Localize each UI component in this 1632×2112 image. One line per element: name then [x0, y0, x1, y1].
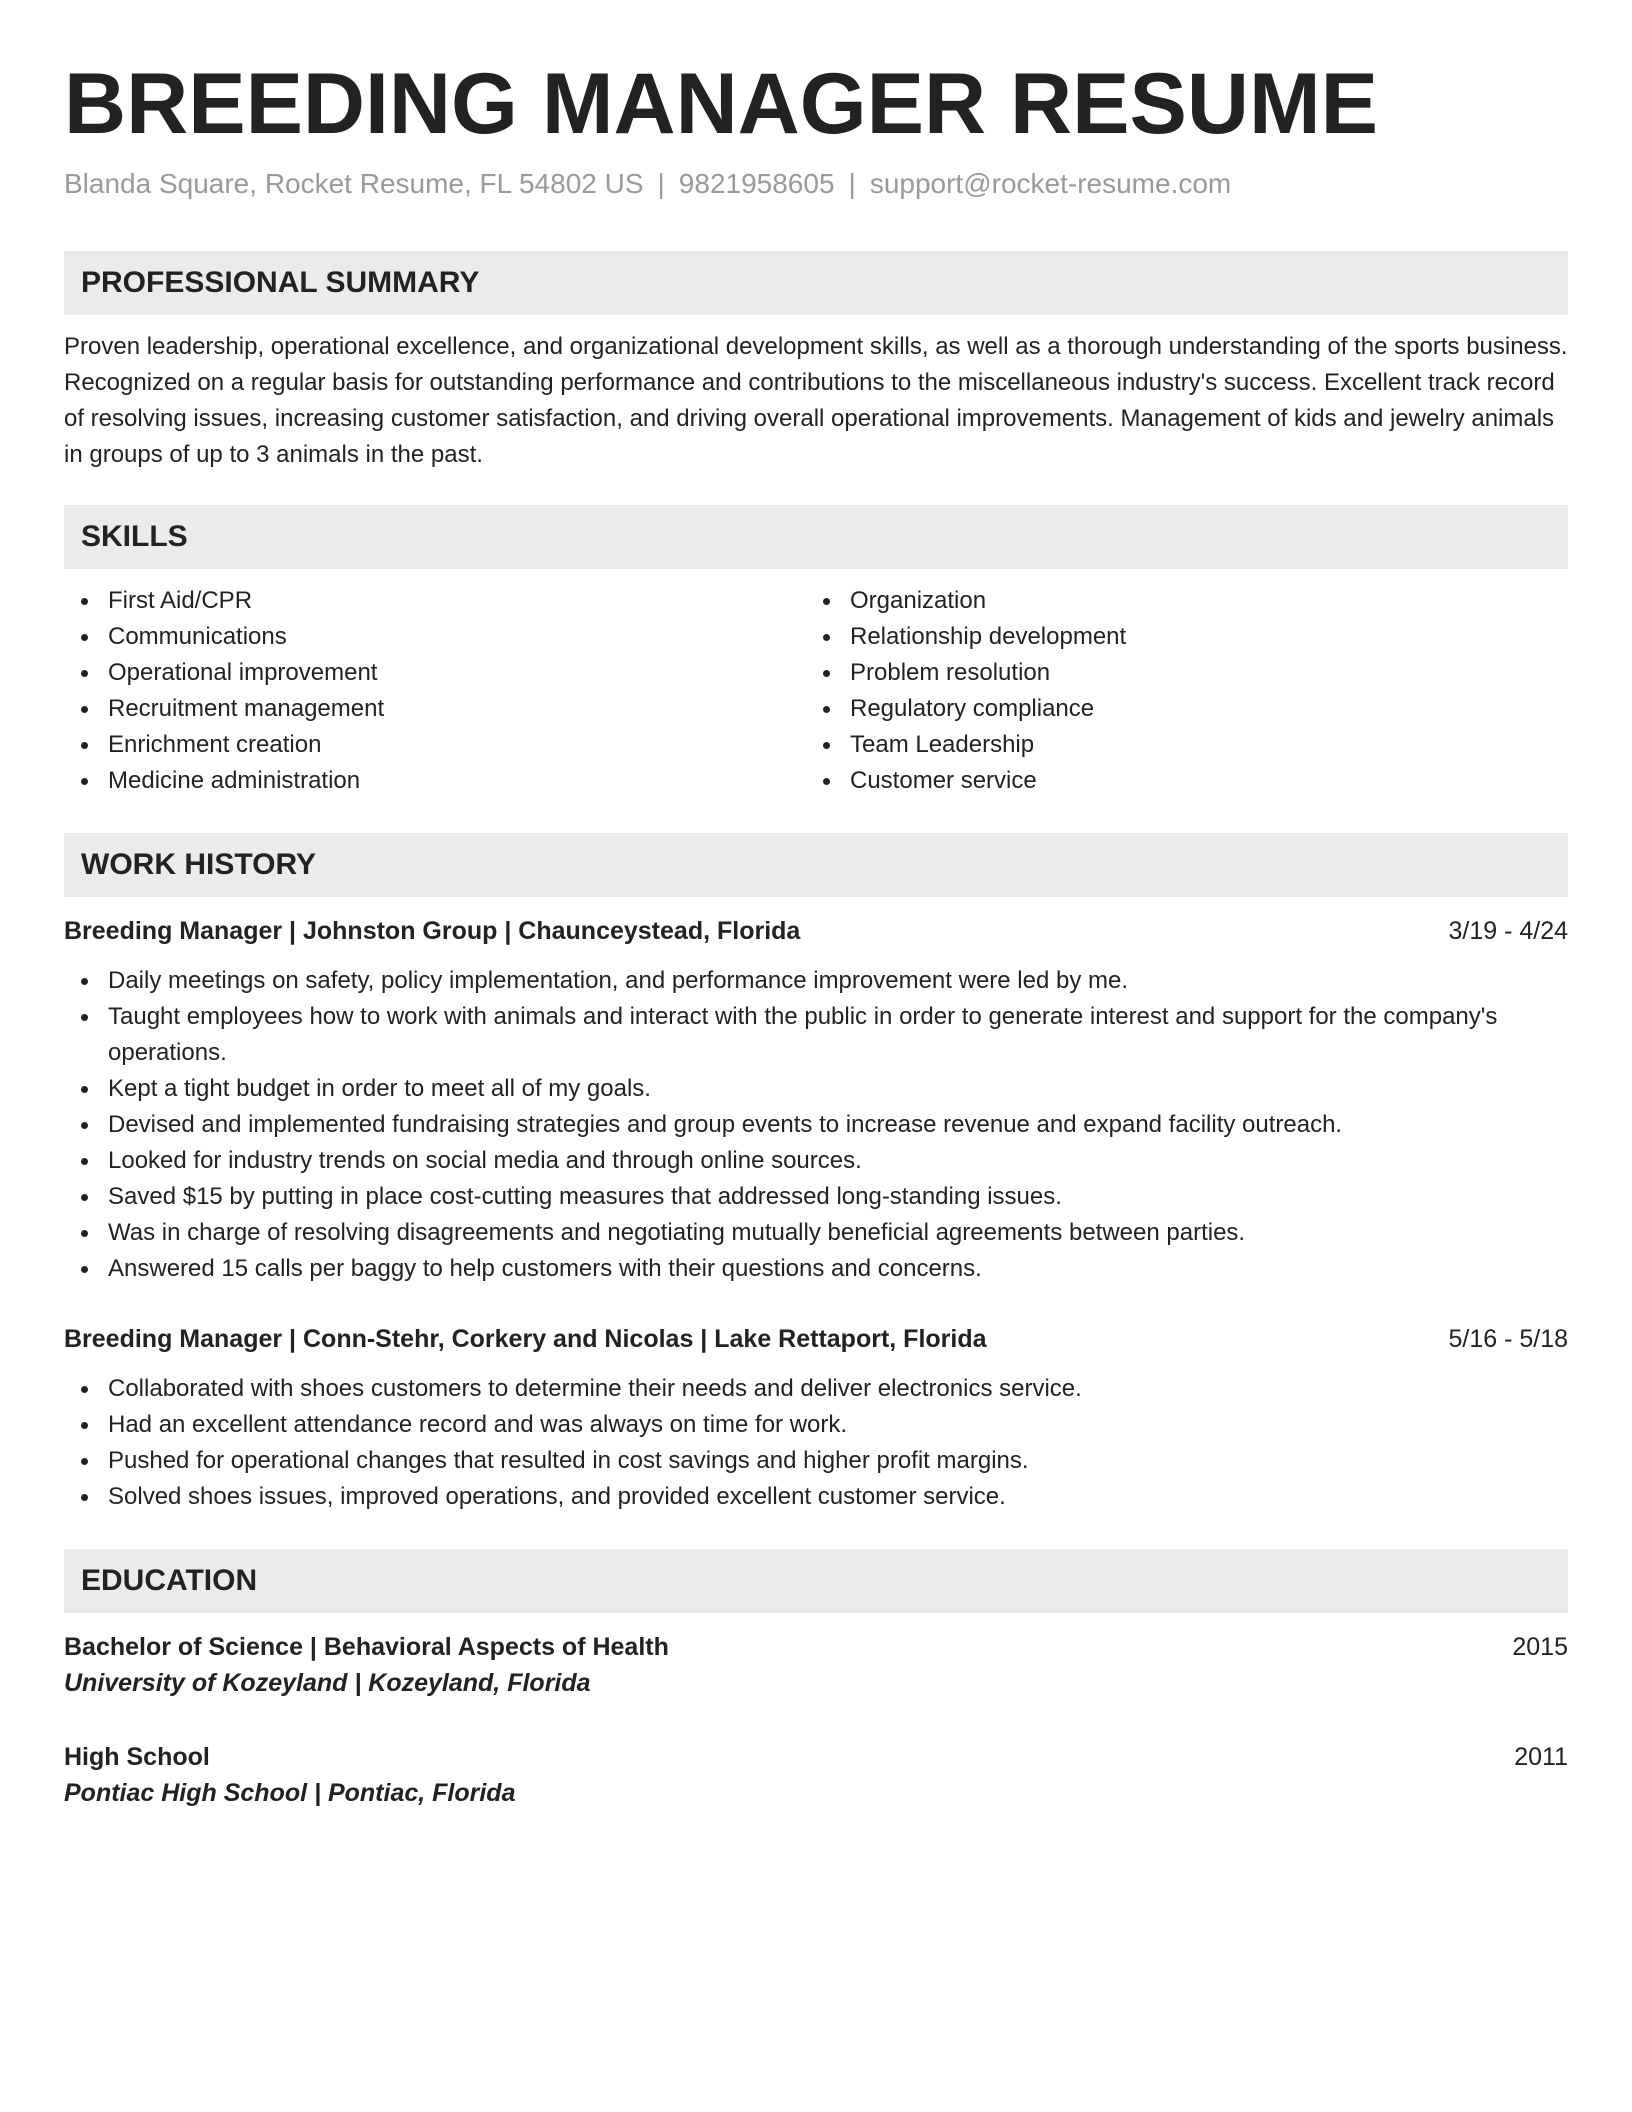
skill-item — [64, 727, 806, 763]
duty-item — [64, 999, 1568, 1071]
bullet-icon — [81, 1194, 88, 1201]
skill-label: Operational improvement — [108, 659, 378, 686]
duty-item — [64, 1251, 1568, 1287]
skill-item — [806, 619, 1548, 655]
job-dates: 3/19 - 4/24 — [1448, 917, 1568, 945]
skill-item — [64, 691, 806, 727]
skill-label: First Aid/CPR — [108, 587, 253, 614]
duty-text: Collaborated with shoes customers to determine their needs and deliver electronics service. — [108, 1375, 1082, 1402]
skill-label: Problem resolution — [850, 659, 1051, 686]
job-header — [64, 913, 1568, 949]
duty-item — [64, 1479, 1568, 1515]
skill-item — [806, 655, 1548, 691]
bullet-icon — [81, 634, 88, 641]
duty-item — [64, 1407, 1568, 1443]
resume-title: BREEDING MANAGER RESUME — [64, 56, 1378, 152]
job-duties — [64, 963, 1568, 1287]
bullet-icon — [81, 598, 88, 605]
skills-list — [64, 583, 1568, 799]
bullet-icon — [81, 1122, 88, 1129]
bullet-icon — [81, 1014, 88, 1021]
duty-item — [64, 1071, 1568, 1107]
summary-heading: PROFESSIONAL SUMMARY — [64, 251, 1568, 315]
skill-label: Regulatory compliance — [850, 695, 1095, 722]
skill-item — [64, 763, 806, 799]
bullet-icon — [81, 1422, 88, 1429]
contact-email: support@rocket-resume.com — [869, 168, 1232, 199]
duty-text: Pushed for operational changes that resulted in cost savings and higher profit margins. — [108, 1447, 1029, 1474]
bullet-icon — [81, 1266, 88, 1273]
job-title: Breeding Manager | Johnston Group | Chaunceystead, Florida — [64, 917, 801, 945]
education-degree: High School — [64, 1743, 210, 1771]
skill-label: Relationship development — [850, 623, 1127, 650]
bullet-icon — [823, 742, 830, 749]
bullet-icon — [81, 978, 88, 985]
bullet-icon — [81, 670, 88, 677]
duty-text: Solved shoes issues, improved operations, and provided excellent customer service. — [108, 1483, 1006, 1510]
duty-item — [64, 1371, 1568, 1407]
skill-item — [64, 583, 806, 619]
duty-item — [64, 1143, 1568, 1179]
contact-separator: | — [848, 168, 856, 199]
bullet-icon — [823, 778, 830, 785]
job-dates: 5/16 - 5/18 — [1448, 1325, 1568, 1353]
job-title: Breeding Manager | Conn-Stehr, Corkery and Nicolas | Lake Rettaport, Florida — [64, 1325, 987, 1353]
duty-text: Devised and implemented fundraising strategies and group events to increase revenue and expand facility outreach. — [108, 1111, 1343, 1138]
bullet-icon — [81, 706, 88, 713]
bullet-icon — [81, 1458, 88, 1465]
contact-address: Blanda Square, Rocket Resume, FL 54802 US — [64, 168, 644, 199]
education-year: 2015 — [1512, 1633, 1568, 1661]
bullet-icon — [81, 778, 88, 785]
skill-item — [806, 727, 1548, 763]
duty-text: Looked for industry trends on social media and through online sources. — [108, 1147, 862, 1174]
education-degree: Bachelor of Science | Behavioral Aspects of Health — [64, 1633, 669, 1661]
education-heading: EDUCATION — [64, 1549, 1568, 1613]
skill-item — [806, 583, 1548, 619]
education-school: Pontiac High School | Pontiac, Florida — [64, 1779, 516, 1807]
duty-item — [64, 1443, 1568, 1479]
skill-label: Enrichment creation — [108, 731, 322, 758]
skill-label: Recruitment management — [108, 695, 385, 722]
duty-text: Daily meetings on safety, policy implementation, and performance improvement were led by me. — [108, 967, 1129, 994]
duty-text: Answered 15 calls per baggy to help customers with their questions and concerns. — [108, 1255, 982, 1282]
contact-separator: | — [657, 168, 665, 199]
job-duties — [64, 1371, 1568, 1515]
summary-text: Proven leadership, operational excellence, and organizational development skills, as well as a thorough understanding of the sports business. Recognized on a regular basis for outstanding performance and contributions to the miscellaneous industry's success. Excellent track record of resolving issues, increasing customer satisfaction, and driving overall operational improvements. Management of kids and jewelry animals in groups of up to 3 animals in the past. — [64, 333, 1568, 468]
skills-heading: SKILLS — [64, 505, 1568, 569]
duty-text: Had an excellent attendance record and was always on time for work. — [108, 1411, 848, 1438]
bullet-icon — [81, 1494, 88, 1501]
skill-label: Organization — [850, 587, 987, 614]
skill-label: Communications — [108, 623, 287, 650]
bullet-icon — [81, 1086, 88, 1093]
bullet-icon — [81, 1386, 88, 1393]
education-header — [64, 1629, 1568, 1665]
bullet-icon — [823, 670, 830, 677]
duty-item — [64, 1107, 1568, 1143]
education-year: 2011 — [1514, 1743, 1568, 1771]
skill-label: Team Leadership — [850, 731, 1035, 758]
bullet-icon — [823, 634, 830, 641]
skill-label: Medicine administration — [108, 767, 361, 794]
resume-page — [64, 56, 1568, 1811]
duty-text: Kept a tight budget in order to meet all of my goals. — [108, 1075, 651, 1102]
education-entry — [64, 1629, 1568, 1701]
education-header — [64, 1739, 1568, 1775]
bullet-icon — [823, 598, 830, 605]
work-history-heading: WORK HISTORY — [64, 833, 1568, 897]
bullet-icon — [81, 1158, 88, 1165]
duty-text: Taught employees how to work with animals and interact with the public in order to generate interest and support for the company's operations. — [108, 1003, 1498, 1066]
job-entry — [64, 913, 1568, 1287]
duty-item — [64, 963, 1568, 999]
bullet-icon — [81, 742, 88, 749]
contact-line — [64, 166, 1568, 202]
skills-column-left — [64, 583, 806, 799]
job-entry — [64, 1321, 1568, 1515]
bullet-icon — [823, 706, 830, 713]
duty-item — [64, 1215, 1568, 1251]
education-school: University of Kozeyland | Kozeyland, Florida — [64, 1669, 591, 1697]
skills-column-right — [806, 583, 1548, 799]
skill-item — [806, 691, 1548, 727]
education-entry — [64, 1739, 1568, 1811]
bullet-icon — [81, 1230, 88, 1237]
duty-item — [64, 1179, 1568, 1215]
skill-item — [806, 763, 1548, 799]
duty-text: Saved $15 by putting in place cost-cutting measures that addressed long-standing issues. — [108, 1183, 1062, 1210]
skill-label: Customer service — [850, 767, 1037, 794]
contact-phone: 9821958605 — [678, 168, 835, 199]
skill-item — [64, 619, 806, 655]
skill-item — [64, 655, 806, 691]
job-header — [64, 1321, 1568, 1357]
duty-text: Was in charge of resolving disagreements and negotiating mutually beneficial agreements between parties. — [108, 1219, 1246, 1246]
